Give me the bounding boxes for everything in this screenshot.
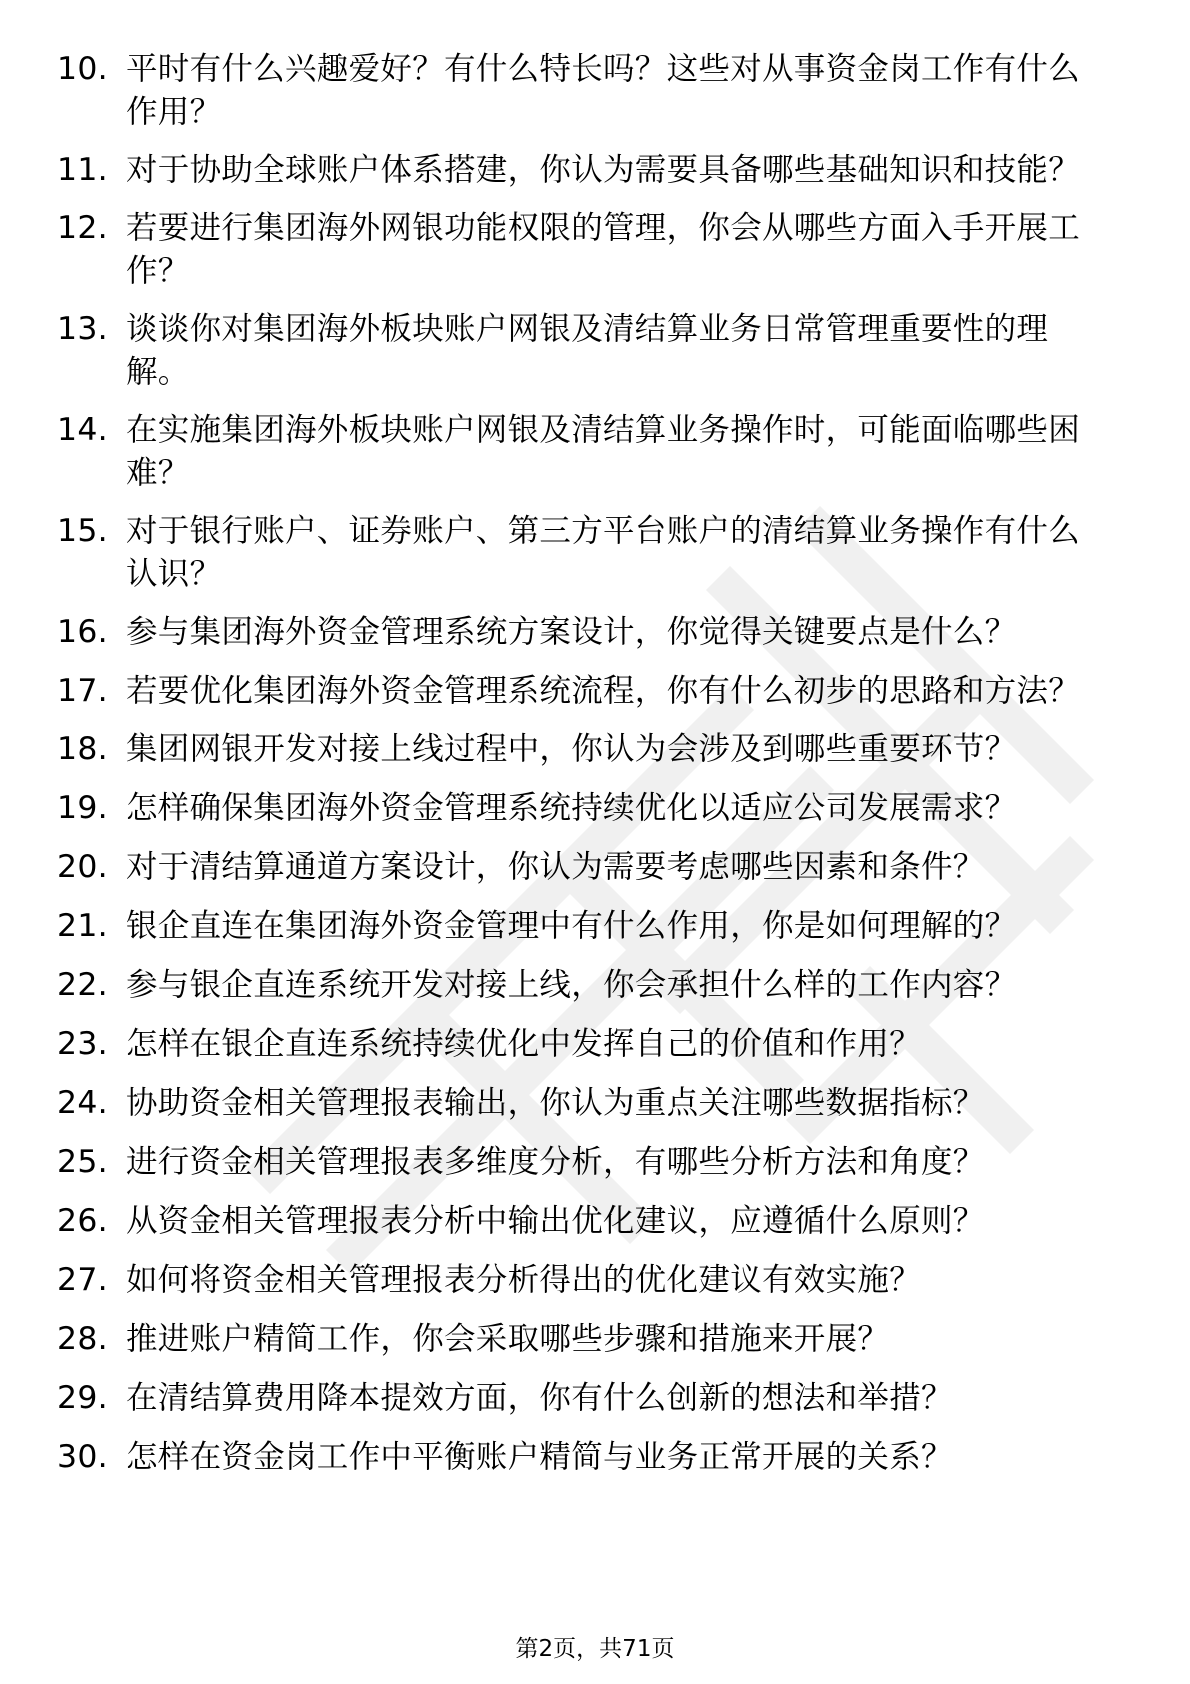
question-item bbox=[0, 846, 1190, 889]
question-text: 参与银企直连系统开发对接上线，你会承担什么样的工作内容？ bbox=[126, 967, 1017, 1003]
question-item bbox=[0, 905, 1190, 948]
question-text: 对于清结算通道方案设计，你认为需要考虑哪些因素和条件？ bbox=[126, 849, 985, 885]
question-text: 集团网银开发对接上线过程中，你认为会涉及到哪些重要环节？ bbox=[126, 731, 1017, 767]
question-item bbox=[0, 48, 1190, 134]
question-text: 从资金相关管理报表分析中输出优化建议，应遵循什么原则？ bbox=[126, 1203, 985, 1239]
question-item bbox=[0, 728, 1190, 771]
question-text: 平时有什么兴趣爱好？有什么特长吗？这些对从事资金岗工作有什么作用？ bbox=[126, 51, 1081, 130]
question-item bbox=[0, 1318, 1190, 1361]
question-text: 怎样在银企直连系统持续优化中发挥自己的价值和作用？ bbox=[126, 1026, 922, 1062]
question-number: 24. bbox=[57, 1085, 108, 1121]
question-number: 16. bbox=[57, 614, 108, 650]
question-item bbox=[0, 670, 1190, 713]
question-list bbox=[0, 48, 1190, 1495]
question-text: 在实施集团海外板块账户网银及清结算业务操作时，可能面临哪些困难？ bbox=[126, 412, 1081, 491]
question-number: 13. bbox=[57, 311, 108, 347]
question-text: 参与集团海外资金管理系统方案设计，你觉得关键要点是什么？ bbox=[126, 614, 1017, 650]
question-number: 15. bbox=[57, 513, 108, 549]
question-item bbox=[0, 611, 1190, 654]
question-text: 若要进行集团海外网银功能权限的管理，你会从哪些方面入手开展工作？ bbox=[126, 210, 1081, 289]
page-footer: 第2页，共71页 bbox=[515, 1636, 675, 1662]
question-text: 对于银行账户、证券账户、第三方平台账户的清结算业务操作有什么认识？ bbox=[126, 513, 1081, 592]
question-item bbox=[0, 1082, 1190, 1125]
question-text: 怎样在资金岗工作中平衡账户精简与业务正常开展的关系？ bbox=[126, 1439, 953, 1475]
question-number: 20. bbox=[57, 849, 108, 885]
question-number: 21. bbox=[57, 908, 108, 944]
question-text: 进行资金相关管理报表多维度分析，有哪些分析方法和角度？ bbox=[126, 1144, 985, 1180]
question-item bbox=[0, 787, 1190, 830]
question-item bbox=[0, 308, 1190, 394]
question-text: 如何将资金相关管理报表分析得出的优化建议有效实施？ bbox=[126, 1262, 922, 1298]
question-number: 18. bbox=[57, 731, 108, 767]
question-text: 推进账户精简工作，你会采取哪些步骤和措施来开展？ bbox=[126, 1321, 890, 1357]
question-item bbox=[0, 1377, 1190, 1420]
question-text: 若要优化集团海外资金管理系统流程，你有什么初步的思路和方法？ bbox=[126, 673, 1081, 709]
question-number: 30. bbox=[57, 1439, 108, 1475]
question-number: 29. bbox=[57, 1380, 108, 1416]
question-number: 25. bbox=[57, 1144, 108, 1180]
question-number: 11. bbox=[57, 152, 108, 188]
question-number: 17. bbox=[57, 673, 108, 709]
question-number: 23. bbox=[57, 1026, 108, 1062]
question-item bbox=[0, 964, 1190, 1007]
question-number: 27. bbox=[57, 1262, 108, 1298]
question-number: 10. bbox=[57, 51, 108, 87]
question-number: 26. bbox=[57, 1203, 108, 1239]
question-item bbox=[0, 1436, 1190, 1479]
question-text: 谈谈你对集团海外板块账户网银及清结算业务日常管理重要性的理解。 bbox=[126, 311, 1049, 390]
question-item bbox=[0, 1259, 1190, 1302]
question-item bbox=[0, 1023, 1190, 1066]
question-item bbox=[0, 409, 1190, 495]
question-item bbox=[0, 1200, 1190, 1243]
question-item bbox=[0, 207, 1190, 293]
question-number: 19. bbox=[57, 790, 108, 826]
question-item bbox=[0, 1141, 1190, 1184]
question-number: 14. bbox=[57, 412, 108, 448]
question-text: 怎样确保集团海外资金管理系统持续优化以适应公司发展需求？ bbox=[126, 790, 1017, 826]
question-item bbox=[0, 510, 1190, 596]
question-number: 22. bbox=[57, 967, 108, 1003]
question-number: 12. bbox=[57, 210, 108, 246]
question-text: 协助资金相关管理报表输出，你认为重点关注哪些数据指标？ bbox=[126, 1085, 985, 1121]
question-item bbox=[0, 149, 1190, 192]
question-text: 在清结算费用降本提效方面，你有什么创新的想法和举措？ bbox=[126, 1380, 953, 1416]
question-number: 28. bbox=[57, 1321, 108, 1357]
question-text: 银企直连在集团海外资金管理中有什么作用，你是如何理解的？ bbox=[126, 908, 1017, 944]
question-text: 对于协助全球账户体系搭建，你认为需要具备哪些基础知识和技能？ bbox=[126, 152, 1081, 188]
